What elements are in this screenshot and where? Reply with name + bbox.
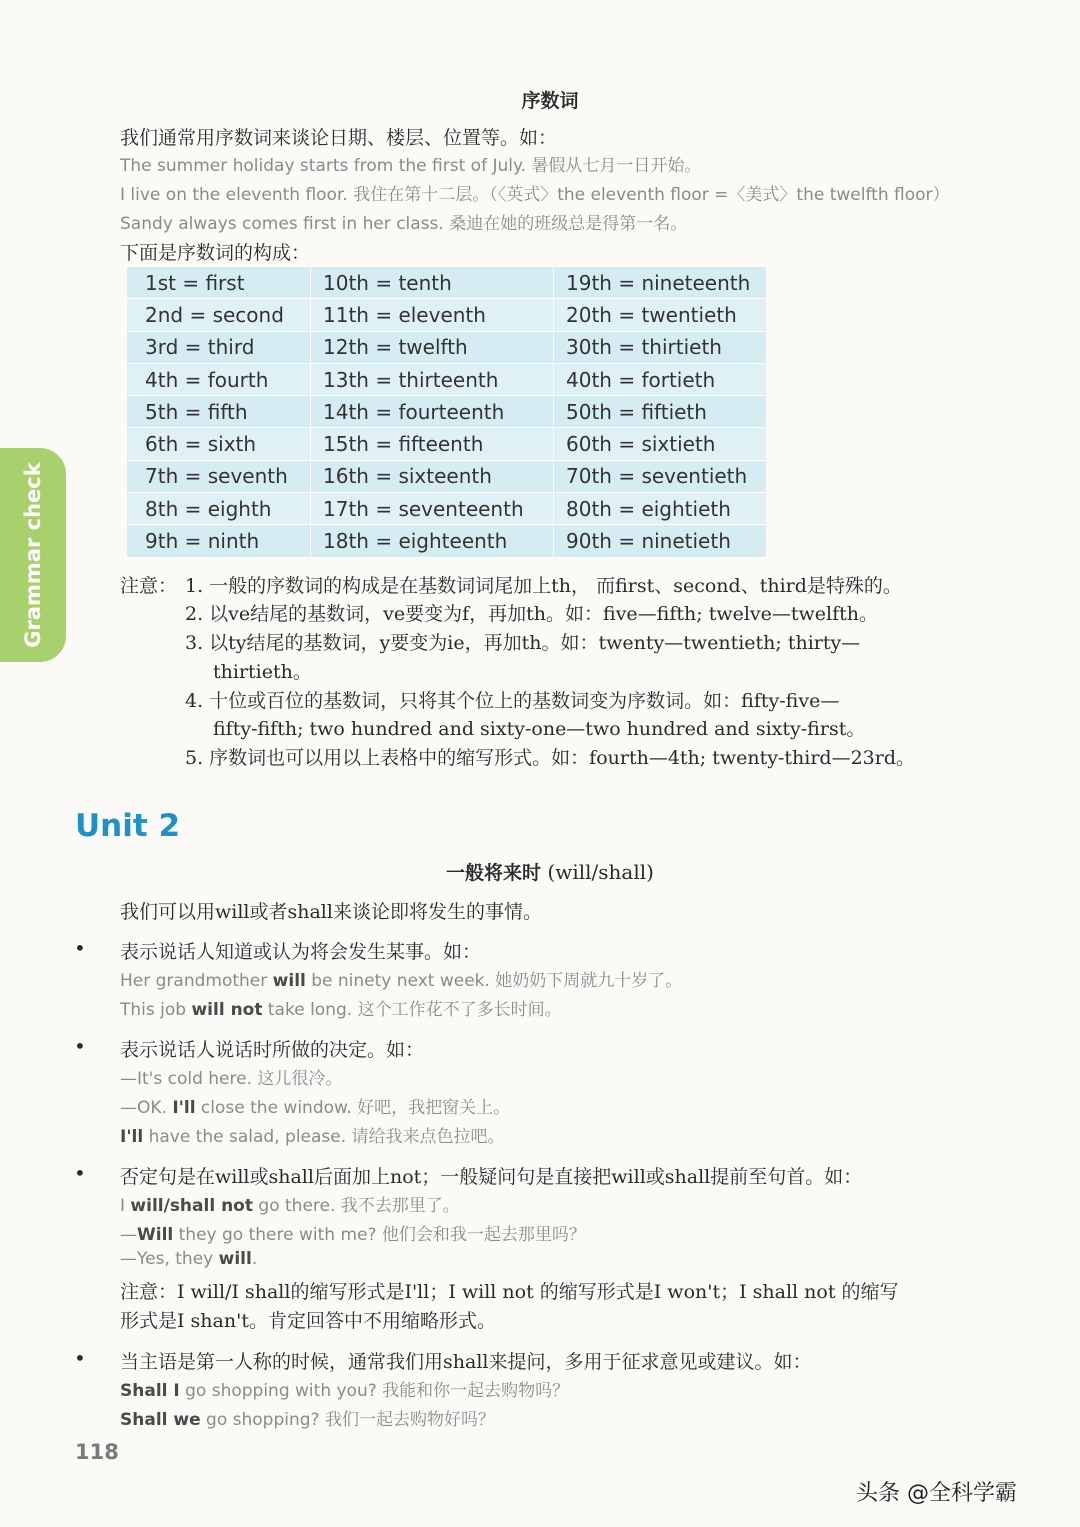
section-title-future: 一般将来时 (will/shall) (446, 860, 654, 884)
table-row (127, 299, 767, 331)
bullet-3-example-2: —Will they go there with me? 他们会和我一起去那里吗？ (120, 1225, 586, 1245)
note-2: 2. 以ve结尾的基数词，ve要变为f，再加th。如：five—fifth; twelve—twelfth。 (185, 603, 879, 625)
side-tab-label: Grammar check (21, 462, 45, 648)
example-2: I live on the eleventh floor. 我住在第十二层。（〈英式〉the eleventh floor =〈美式〉the twelfth floor） (120, 185, 950, 205)
table-cell: 15th = fifteenth (311, 428, 554, 460)
bullet-1-example-2: This job will not take long. 这个工作花不了多长时间。 (120, 1000, 562, 1020)
example-1: The summer holiday starts from the first of July. 暑假从七月一日开始。 (120, 156, 702, 176)
table-row (127, 493, 767, 525)
note-3-cont: thirtieth。 (213, 661, 312, 683)
watermark: 头条 @全科学霸 (856, 1481, 1017, 1506)
table-cell: 1st = first (127, 267, 311, 299)
page-number: 118 (75, 1440, 119, 1464)
table-cell: 90th = ninetieth (554, 525, 767, 557)
table-cell: 20th = twentieth (554, 299, 767, 331)
bullet-icon: • (74, 1161, 86, 1185)
bullet-2-example-3: I'll have the salad, please. 请给我来点色拉吧。 (120, 1127, 505, 1147)
side-tab (0, 448, 66, 662)
table-cell: 19th = nineteenth (554, 267, 767, 299)
table-cell: 80th = eightieth (554, 493, 767, 525)
bullet-icon: • (74, 936, 86, 960)
bullet-4-text: 当主语是第一人称的时候，通常我们用shall来提问，多用于征求意见或建议。如： (120, 1351, 812, 1373)
bullet-2-text: 表示说话人说话时所做的决定。如： (120, 1039, 425, 1061)
bullet-4-example-1: Shall I go shopping with you? 我能和你一起去购物吗？ (120, 1381, 570, 1401)
bullet-1-example-1: Her grandmother will be ninety next week. 她奶奶下周就九十岁了。 (120, 971, 683, 991)
bullet-2-example-2: —OK. I'll close the window. 好吧，我把窗关上。 (120, 1098, 511, 1118)
table-cell: 60th = sixtieth (554, 428, 767, 460)
table-row (127, 460, 767, 492)
table-row (127, 396, 767, 428)
table-cell: 7th = seventh (127, 460, 311, 492)
unit-heading: Unit 2 (75, 808, 181, 844)
table-cell: 6th = sixth (127, 428, 311, 460)
note-1: 1. 一般的序数词的构成是在基数词词尾加上th， 而first、second、third是特殊的。 (185, 575, 902, 597)
section-title-ordinals: 序数词 (521, 90, 579, 112)
table-cell: 70th = seventieth (554, 460, 767, 492)
table-intro: 下面是序数词的构成： (120, 242, 311, 264)
note-5: 5. 序数词也可以用以上表格中的缩写形式。如：fourth—4th; twenty-third—23rd。 (185, 747, 916, 769)
table-row (127, 428, 767, 460)
ordinal-table (127, 267, 767, 558)
table-row (127, 525, 767, 557)
table-cell: 11th = eleventh (311, 299, 554, 331)
bullet-3-example-3: —Yes, they will. (120, 1249, 258, 1269)
table-cell: 2nd = second (127, 299, 311, 331)
example-3: Sandy always comes first in her class. 桑迪在她的班级总是得第一名。 (120, 214, 688, 234)
bullet-1-text: 表示说话人知道或认为将会发生某事。如： (120, 941, 482, 963)
table-cell: 17th = seventeenth (311, 493, 554, 525)
bullet-3-example-1: I will/shall not go there. 我不去那里了。 (120, 1196, 460, 1216)
table-cell: 8th = eighth (127, 493, 311, 525)
table-row (127, 363, 767, 395)
table-cell: 4th = fourth (127, 363, 311, 395)
table-cell: 40th = fortieth (554, 363, 767, 395)
note-4: 4. 十位或百位的基数词，只将其个位上的基数词变为序数词。如：fifty-five— (185, 690, 840, 712)
table-row (127, 267, 767, 299)
section2-intro: 我们可以用will或者shall来谈论即将发生的事情。 (120, 901, 542, 923)
note-3: 3. 以ty结尾的基数词，y要变为ie，再加th。如：twenty—twentieth; thirty— (185, 632, 861, 654)
table-cell: 13th = thirteenth (311, 363, 554, 395)
table-cell: 50th = fiftieth (554, 396, 767, 428)
table-cell: 3rd = third (127, 331, 311, 363)
bullet-3-note-1: 注意：I will/I shall的缩写形式是I'll；I will not 的缩写形式是I won't；I shall not 的缩写 (120, 1281, 899, 1303)
table-row (127, 331, 767, 363)
table-cell: 16th = sixteenth (311, 460, 554, 492)
bullet-4-example-2: Shall we go shopping? 我们一起去购物好吗？ (120, 1410, 495, 1430)
bullet-2-example-1: —It's cold here. 这儿很冷。 (120, 1069, 343, 1089)
bullet-icon: • (74, 1346, 86, 1370)
table-cell: 5th = fifth (127, 396, 311, 428)
table-cell: 14th = fourteenth (311, 396, 554, 428)
table-cell: 12th = twelfth (311, 331, 554, 363)
table-cell: 9th = ninth (127, 525, 311, 557)
section1-intro: 我们通常用序数词来谈论日期、楼层、位置等。如： (120, 127, 558, 149)
notes-label: 注意： (120, 575, 178, 597)
note-4-cont: fifty-fifth; two hundred and sixty-one—two hundred and sixty-first。 (213, 718, 866, 740)
bullet-icon: • (74, 1034, 86, 1058)
table-cell: 18th = eighteenth (311, 525, 554, 557)
bullet-3-note-2: 形式是I shan't。肯定回答中不用缩略形式。 (120, 1310, 496, 1332)
bullet-3-text: 否定句是在will或shall后面加上not；一般疑问句是直接把will或shall提前至句首。如： (120, 1166, 863, 1188)
table-cell: 10th = tenth (311, 267, 554, 299)
table-cell: 30th = thirtieth (554, 331, 767, 363)
